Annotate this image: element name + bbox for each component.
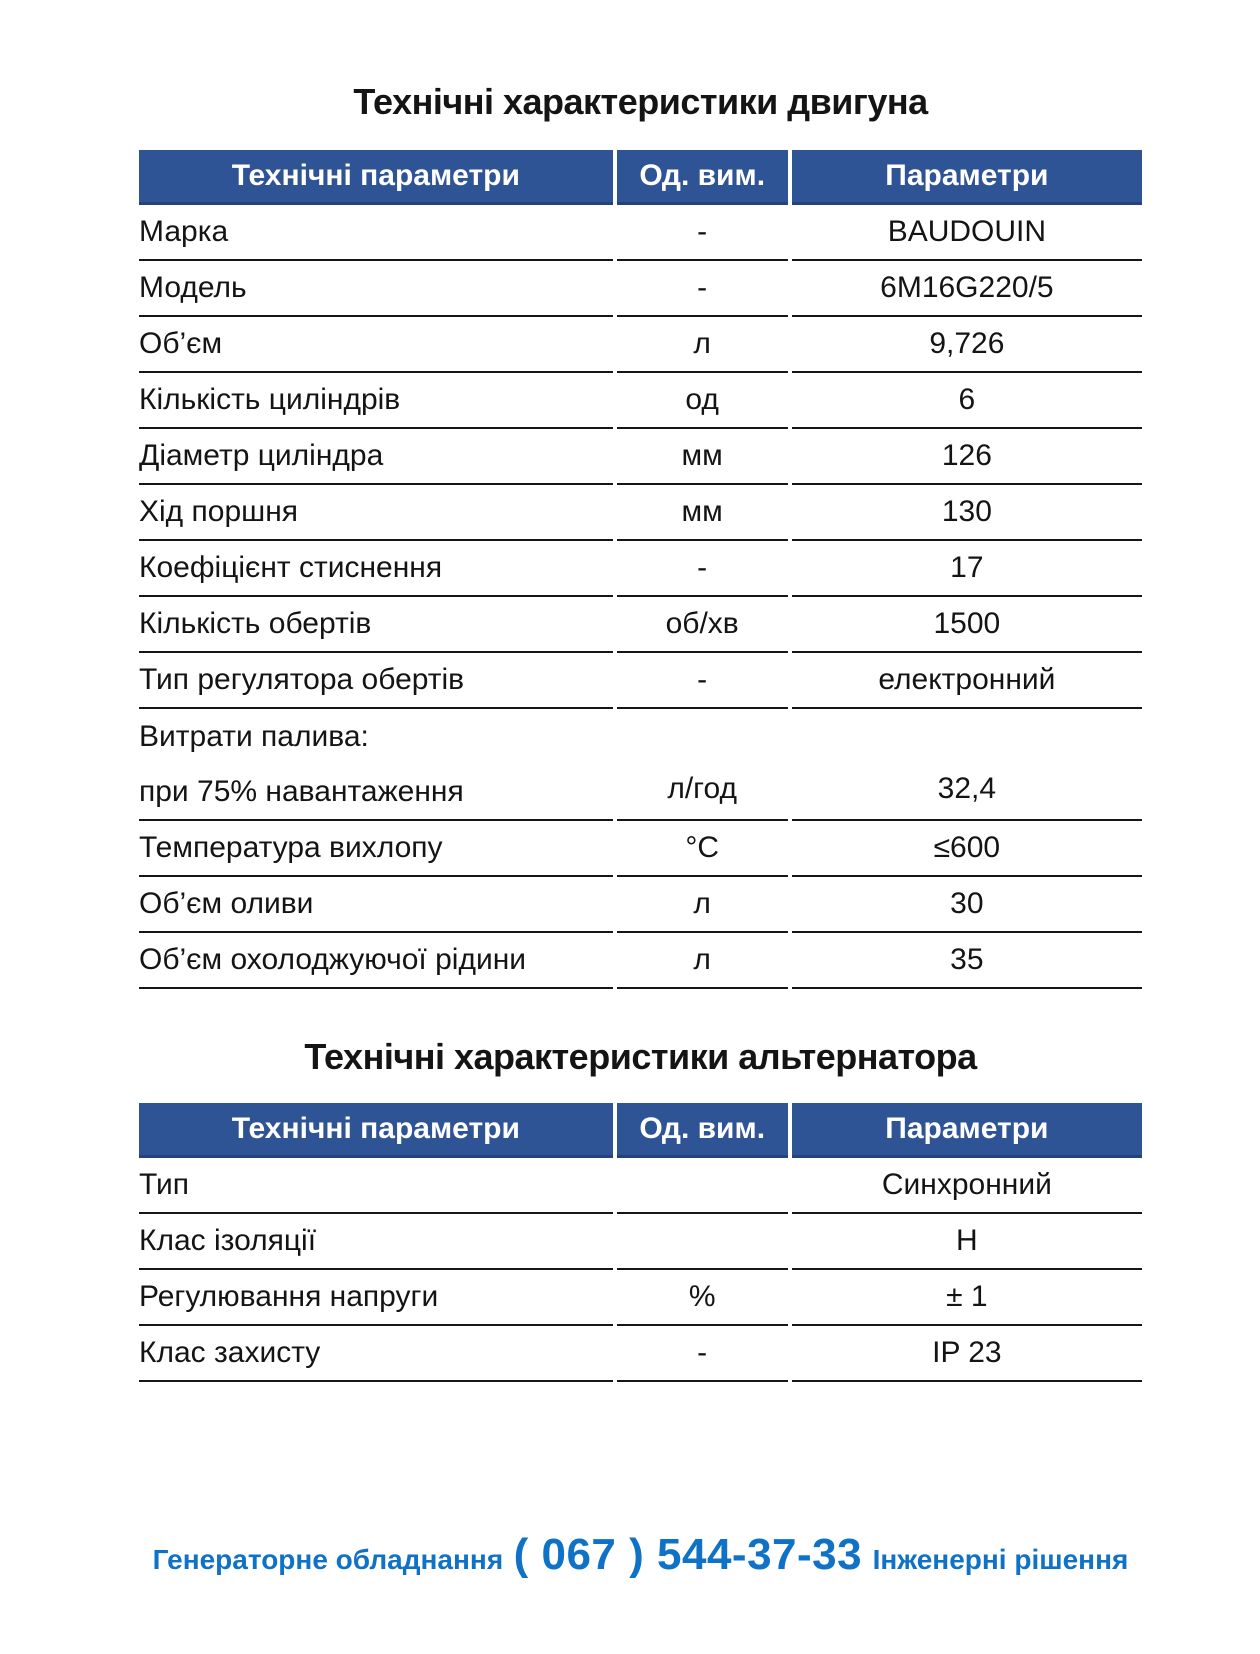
footer-suffix-text: Інженерні рішення (872, 1544, 1129, 1575)
param-cell: Кількість обертів (139, 597, 613, 653)
unit-cell: л (617, 933, 788, 989)
header-row (139, 150, 1142, 205)
unit-cell: об/хв (617, 597, 788, 653)
value-cell: 6M16G220/5 (792, 261, 1142, 317)
table-row (139, 205, 1142, 261)
unit-cell: - (617, 653, 788, 709)
engine-table-header (139, 150, 1142, 205)
param-cell: Тип регулятора обертів (139, 653, 613, 709)
param-cell: Коефіцієнт стиснення (139, 541, 613, 597)
table-row (139, 597, 1142, 653)
param-cell: Регулювання напруги (139, 1270, 613, 1326)
param-cell: Марка (139, 205, 613, 261)
unit-cell: л (617, 877, 788, 933)
value-cell: IP 23 (792, 1326, 1142, 1382)
value-cell: 9,726 (792, 317, 1142, 373)
engine-section-title: Технічні характеристики двигуна (353, 81, 928, 122)
header-cell-units: Од. вим. (617, 150, 788, 205)
footer-contact-line (135, 1530, 1146, 1580)
unit-cell (617, 1214, 788, 1270)
table-row (139, 261, 1142, 317)
value-cell: 30 (792, 877, 1142, 933)
unit-cell: л (617, 317, 788, 373)
table-row (139, 429, 1142, 485)
unit-cell: - (617, 1326, 788, 1382)
table-row (139, 373, 1142, 429)
table-row (139, 1214, 1142, 1270)
param-cell: Температура вихлопу (139, 821, 613, 877)
header-cell-values: Параметри (792, 1103, 1142, 1158)
header-cell-units: Од. вим. (617, 1103, 788, 1158)
table-row (139, 317, 1142, 373)
param-cell: Об’єм (139, 317, 613, 373)
value-cell: BAUDOUIN (792, 205, 1142, 261)
alternator-table-body (139, 1158, 1142, 1382)
table-row (139, 933, 1142, 989)
unit-cell: °C (617, 821, 788, 877)
value-cell: 1500 (792, 597, 1142, 653)
alternator-section-title: Технічні характеристики альтернатора (304, 1036, 977, 1077)
alternator-spec-table (135, 1103, 1146, 1382)
unit-cell: - (617, 541, 788, 597)
engine-table-body (139, 205, 1142, 989)
value-cell: 35 (792, 933, 1142, 989)
table-row (139, 541, 1142, 597)
table-row (139, 877, 1142, 933)
value-cell: 32,4 (792, 709, 1142, 821)
param-cell: Об’єм оливи (139, 877, 613, 933)
table-row (139, 709, 1142, 821)
param-cell: Клас захисту (139, 1326, 613, 1382)
param-cell: Тип (139, 1158, 613, 1214)
table-row (139, 653, 1142, 709)
param-cell: Модель (139, 261, 613, 317)
unit-cell (617, 1158, 788, 1214)
value-cell: 130 (792, 485, 1142, 541)
table-row (139, 485, 1142, 541)
unit-cell: мм (617, 485, 788, 541)
value-cell: Синхронний (792, 1158, 1142, 1214)
alternator-table-header (139, 1103, 1142, 1158)
header-cell-values: Параметри (792, 150, 1142, 205)
param-cell: Діаметр циліндра (139, 429, 613, 485)
param-cell: Витрати палива: при 75% навантаження (139, 709, 613, 821)
unit-cell: % (617, 1270, 788, 1326)
value-cell: 17 (792, 541, 1142, 597)
param-cell: Хід поршня (139, 485, 613, 541)
value-cell: ≤600 (792, 821, 1142, 877)
param-cell: Об’єм охолоджуючої рідини (139, 933, 613, 989)
unit-cell: л/год (617, 709, 788, 821)
unit-cell: од (617, 373, 788, 429)
value-cell: ± 1 (792, 1270, 1142, 1326)
value-cell: 6 (792, 373, 1142, 429)
table-row (139, 1270, 1142, 1326)
table-row (139, 821, 1142, 877)
engine-spec-table (135, 150, 1146, 989)
footer-prefix-text: Генераторне обладнання (152, 1544, 504, 1575)
unit-cell: - (617, 261, 788, 317)
value-cell: електронний (792, 653, 1142, 709)
footer-phone-number: ( 067 ) 544-37-33 (513, 1530, 863, 1579)
table-row (139, 1158, 1142, 1214)
param-cell: Кількість циліндрів (139, 373, 613, 429)
value-cell: 126 (792, 429, 1142, 485)
value-cell: Н (792, 1214, 1142, 1270)
unit-cell: мм (617, 429, 788, 485)
table-row (139, 1326, 1142, 1382)
unit-cell: - (617, 205, 788, 261)
param-cell: Клас ізоляції (139, 1214, 613, 1270)
page-content (135, 0, 1146, 1580)
header-cell-parameters: Технічні параметри (139, 150, 613, 205)
header-row (139, 1103, 1142, 1158)
header-cell-parameters: Технічні параметри (139, 1103, 613, 1158)
